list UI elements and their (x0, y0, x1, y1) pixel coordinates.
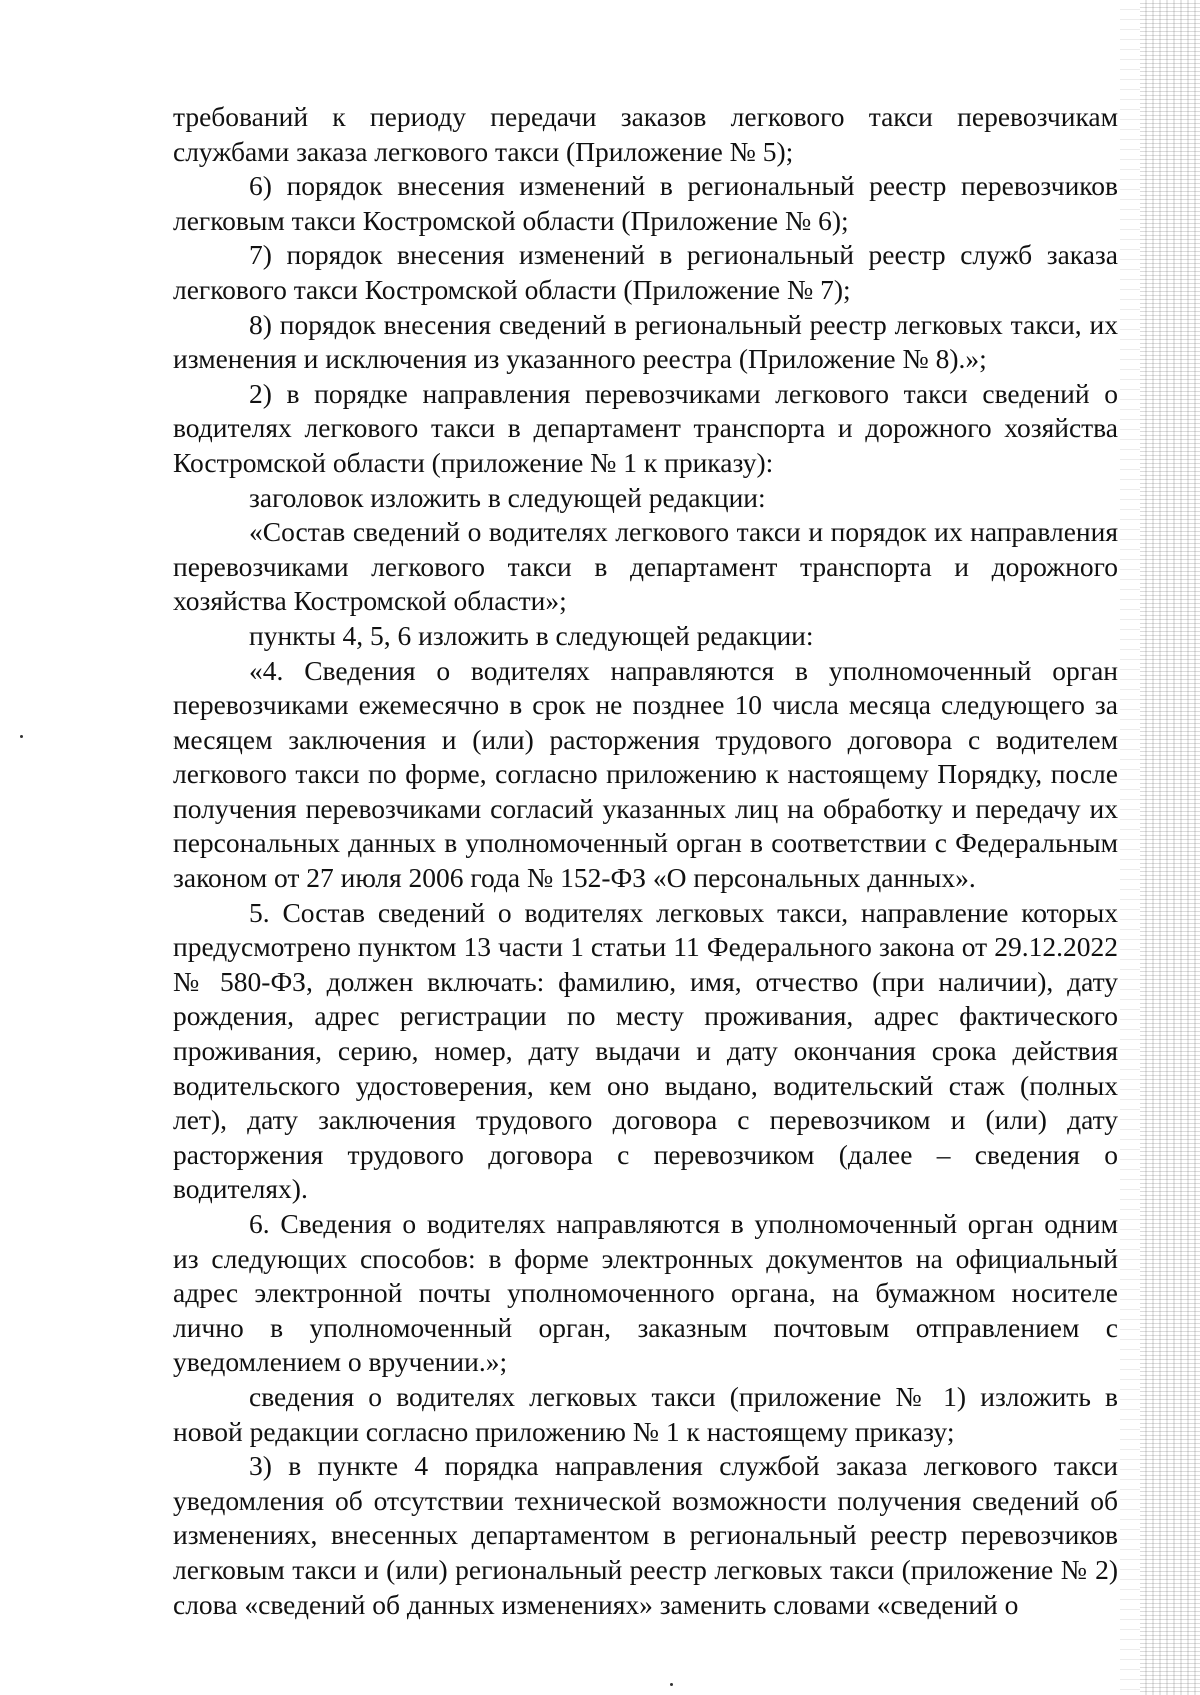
paragraph: пункты 4, 5, 6 изложить в следующей редакции: (249, 619, 814, 651)
paragraph: «Состав сведений о водителях легкового такси и порядок их направления перевозчиками легкового такси в департамент транспорта и дорожного хозяйства Костромской области»; (173, 516, 1118, 617)
paragraph: 2) в порядке направления перевозчиками легкового такси сведений о водителях легкового такси в департамент транспорта и дорожного хозяйства Костромской области (приложение № 1 к приказу): (173, 377, 1118, 478)
scan-noise-inner (1120, 0, 1140, 1695)
paragraph: 6. Сведения о водителях направляются в уполномоченный орган одним из следующих способов: в форме электронных документов на официальный адрес электронной почты уполномоченного органа, на бумажном носителе лично в уполномоченный орган, заказным почтовым отправлением с уведомлением о вручении.»; (173, 1208, 1118, 1378)
paragraph: сведения о водителях легковых такси (приложение № 1) изложить в новой редакции согласно приложению № 1 к настоящему приказу; (173, 1380, 1118, 1447)
paragraph: требований к периоду передачи заказов легкового такси перевозчикам службами заказа легкового такси (Приложение № 5); (173, 101, 1118, 167)
paragraph: 3) в пункте 4 порядка направления службой заказа легкового такси уведомления об отсутствии технической возможности получения сведений об изменениях, внесенных департаментом в региональный реестр перевозчиков легковым такси и (или) региональный реестр легковых такси (приложение № 2) слова «сведений об данных изменениях» заменить словами «сведений о (173, 1450, 1118, 1620)
paragraph: 8) порядок внесения сведений в региональный реестр легковых такси, их изменения и исключения из указанного реестра (Приложение № 8).»; (173, 308, 1118, 375)
paragraph: 5. Состав сведений о водителях легковых такси, направление которых предусмотрено пунктом 13 части 1 статьи 11 Федерального закона от 29.12.2022 № 580-ФЗ, должен включать: фамилию, имя, отчество (при наличии), дату рождения, адрес регистрации по месту проживания, адрес фактического проживания, серию, номер, дату выдачи и дату окончания срока действия водительского удостоверения, кем оно выдано, водительский стаж (полных лет), дату заключения трудового договора с перевозчиком и (или) дату расторжения трудового договора с перевозчиком (далее – сведения о водителях). (173, 896, 1118, 1205)
scan-noise-edge (1140, 0, 1200, 1695)
document-body (173, 100, 1118, 1622)
paragraph: 7) порядок внесения изменений в региональный реестр служб заказа легкового такси Костромской области (Приложение № 7); (173, 239, 1118, 305)
scan-speck (20, 735, 23, 738)
paragraph: заголовок изложить в следующей редакции: (249, 481, 766, 513)
paragraph: 6) порядок внесения изменений в региональный реестр перевозчиков легковым такси Костромской области (Приложение № 6); (173, 170, 1118, 236)
scan-speck (670, 1683, 673, 1686)
paragraph: «4. Сведения о водителях направляются в уполномоченный орган перевозчиками ежемесячно в срок не позднее 10 числа месяца следующего за месяцем заключения и (или) расторжения трудового договора с водителем легкового такси по форме, согласно приложению к настоящему Порядку, после получения перевозчиками согласий указанных лиц на обработку и передачу их персональных данных в уполномоченный орган в соответствии с Федеральным законом от 27 июля 2006 года № 152-ФЗ «О персональных данных». (173, 654, 1118, 894)
